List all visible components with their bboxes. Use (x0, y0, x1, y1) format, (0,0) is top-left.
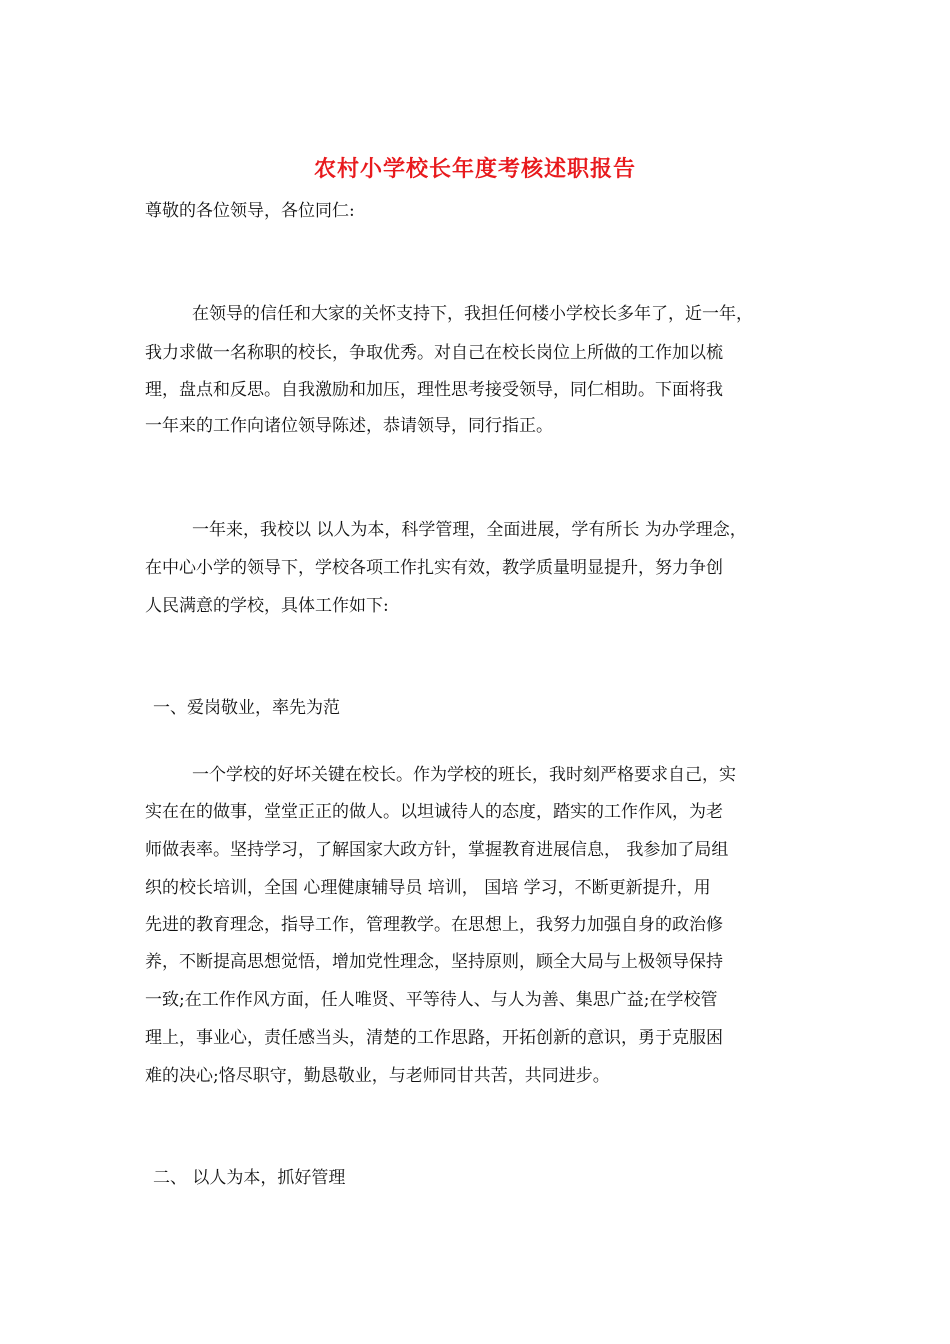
section-body-line: 难的决心;恪尽职守，勤恳敬业，与老师同甘共苦，共同进步。 (145, 1066, 610, 1086)
section-body-line: 实在在的做事，堂堂正正的做人。以坦诚待人的态度，踏实的工作作风，为老 (145, 802, 723, 822)
section-body-line: 师做表率。坚持学习，了解国家大政方针，掌握教育进展信息， 我参加了局组 (145, 840, 729, 860)
section-body-line: 一致;在工作作风方面，任人唯贤、平等待人、与人为善、集思广益;在学校管 (145, 990, 718, 1010)
section-body-line: 一个学校的好坏关键在校长。作为学校的班长，我时刻严格要求自己，实 (192, 765, 736, 785)
section-body-line: 理上，事业心，责任感当头，清楚的工作思路，开拓创新的意识，勇于克服困 (145, 1028, 723, 1048)
section-body-line: 织的校长培训，全国 心理健康辅导员 培训， 国培 学习，不断更新提升，用 (145, 878, 711, 898)
greeting: 尊敬的各位领导，各位同仁: (145, 201, 355, 221)
summary-line: 在中心小学的领导下，学校各项工作扎实有效，教学质量明显提升，努力争创 (145, 558, 723, 578)
intro-line: 我力求做一名称职的校长，争取优秀。对自己在校长岗位上所做的工作加以梳 (145, 343, 723, 363)
section-heading: 一、爱岗敬业，率先为范 (153, 698, 340, 718)
intro-line: 一年来的工作向诸位领导陈述，恭请领导，同行指正。 (145, 416, 553, 436)
intro-line: 理，盘点和反思。自我激励和加压，理性思考接受领导，同仁相助。下面将我 (145, 380, 723, 400)
section-body-line: 先进的教育理念，指导工作，管理教学。在思想上，我努力加强自身的政治修 (145, 915, 723, 935)
intro-line: 在领导的信任和大家的关怀支持下，我担任何楼小学校长多年了，近一年， (192, 304, 753, 324)
section-body-line: 养，不断提高思想觉悟，增加党性理念，坚持原则，顾全大局与上极领导保持 (145, 952, 723, 972)
document-title: 农村小学校长年度考核述职报告 (313, 156, 636, 182)
summary-line: 人民满意的学校，具体工作如下: (145, 596, 389, 616)
summary-line: 一年来，我校以 以人为本，科学管理，全面进展，学有所长 为办学理念， (192, 520, 747, 540)
section-heading: 二、 以人为本，抓好管理 (153, 1168, 346, 1188)
